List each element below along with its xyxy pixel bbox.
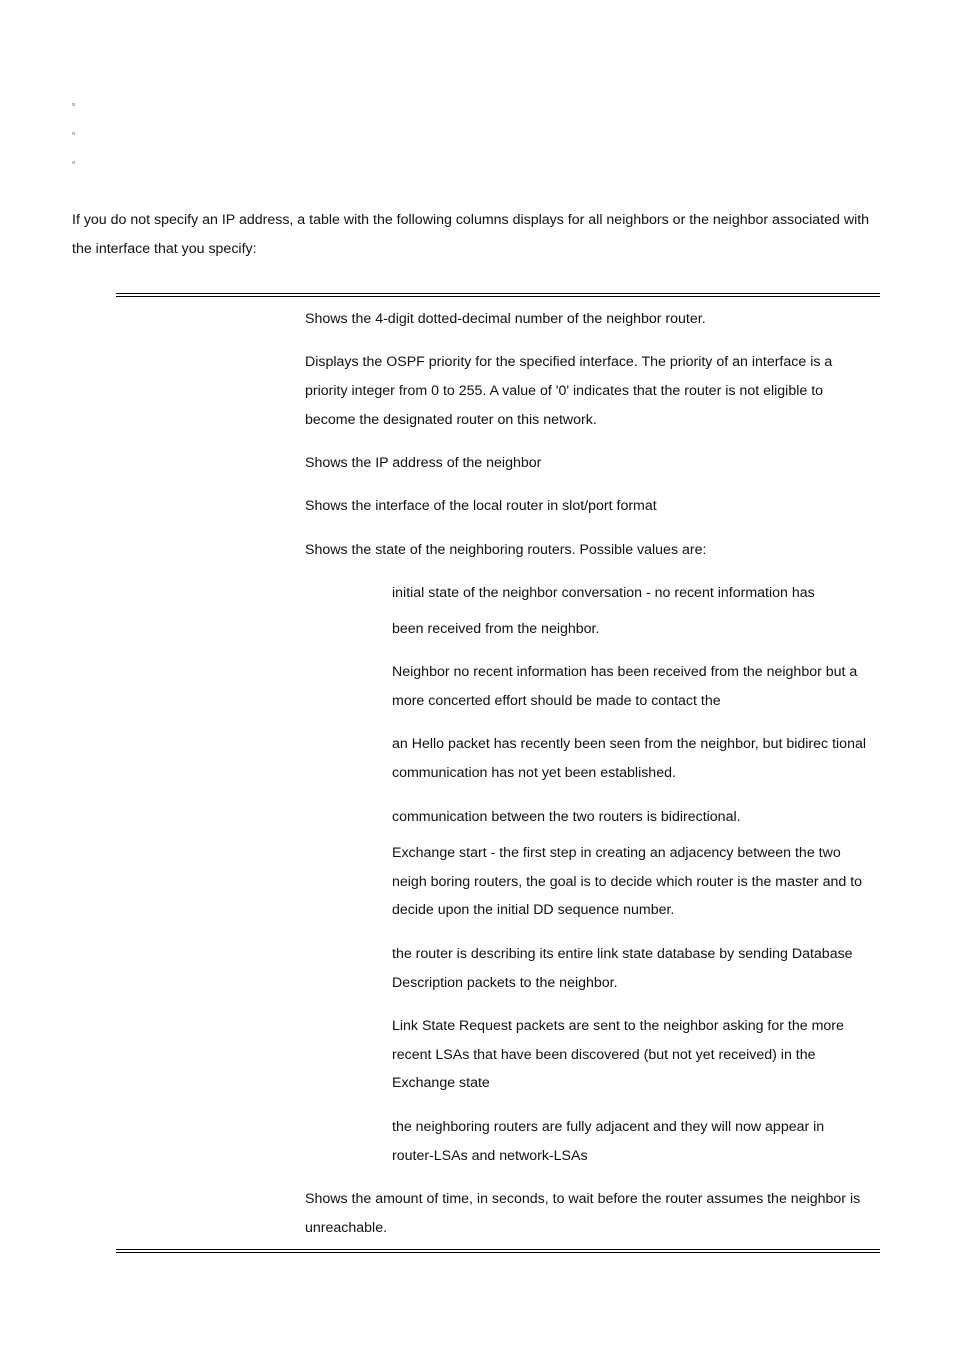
state-2way-line-1: communication between the two routers is bidirectional. (392, 809, 741, 825)
router-id-description: Shows the 4-digit dotted-decimal number of the neighbor router. (305, 311, 706, 327)
state-exstart-line-3: decide upon the initial DD sequence number. (392, 902, 675, 918)
bullet-2: ▫ (72, 128, 76, 138)
dead-time-description-line-1: Shows the amount of time, in seconds, to wait before the router assumes the neighbor is (305, 1191, 861, 1207)
priority-description-line-3: become the designated router on this network. (305, 412, 597, 428)
state-attempt-line-1: Neighbor no recent information has been received from the neighbor but a (392, 664, 858, 680)
state-description: Shows the state of the neighboring routers. Possible values are: (305, 542, 707, 558)
state-loading-line-2: recent LSAs that have been discovered (but not yet received) in the (392, 1047, 816, 1063)
dead-time-description-line-2: unreachable. (305, 1220, 388, 1236)
table-top-rule (116, 293, 880, 297)
bullet-1: ▫ (72, 99, 76, 109)
state-attempt-line-2: more concerted effort should be made to contact the (392, 693, 721, 709)
state-init-line-2: communication has not yet been established. (392, 765, 676, 781)
state-exchange-line-2: Description packets to the neighbor. (392, 975, 618, 991)
bullet-3: ▫ (72, 157, 76, 167)
state-loading-line-3: Exchange state (392, 1075, 490, 1091)
intro-line-1: If you do not specify an IP address, a table with the following columns displays for all neighbors or the neighbor associated with (72, 212, 870, 228)
state-exstart-line-2: neigh boring routers, the goal is to decide which router is the master and to (392, 874, 863, 890)
state-init-line-1: an Hello packet has recently been seen from the neighbor, but bidirec tional (392, 736, 866, 752)
state-exchange-line-1: the router is describing its entire link state database by sending Database (392, 946, 853, 962)
priority-description-line-1: Displays the OSPF priority for the specified interface. The priority of an interface is a (305, 354, 833, 370)
state-full-line-1: the neighboring routers are fully adjacent and they will now appear in (392, 1119, 825, 1135)
ip-address-description: Shows the IP address of the neighbor (305, 455, 542, 471)
state-loading-line-1: Link State Request packets are sent to the neighbor asking for the more (392, 1018, 844, 1034)
interface-description: Shows the interface of the local router in slot/port format (305, 498, 657, 514)
state-exstart-line-1: Exchange start - the first step in creating an adjacency between the two (392, 845, 841, 861)
intro-line-2: the interface that you specify: (72, 241, 257, 257)
state-full-line-2: router-LSAs and network-LSAs (392, 1148, 588, 1164)
priority-description-line-2: priority integer from 0 to 255. A value of '0' indicates that the router is not eligible to (305, 383, 824, 399)
table-bottom-rule (116, 1249, 880, 1253)
state-down-line-2: been received from the neighbor. (392, 621, 600, 637)
state-down-line-1: initial state of the neighbor conversation - no recent information has (392, 585, 815, 601)
